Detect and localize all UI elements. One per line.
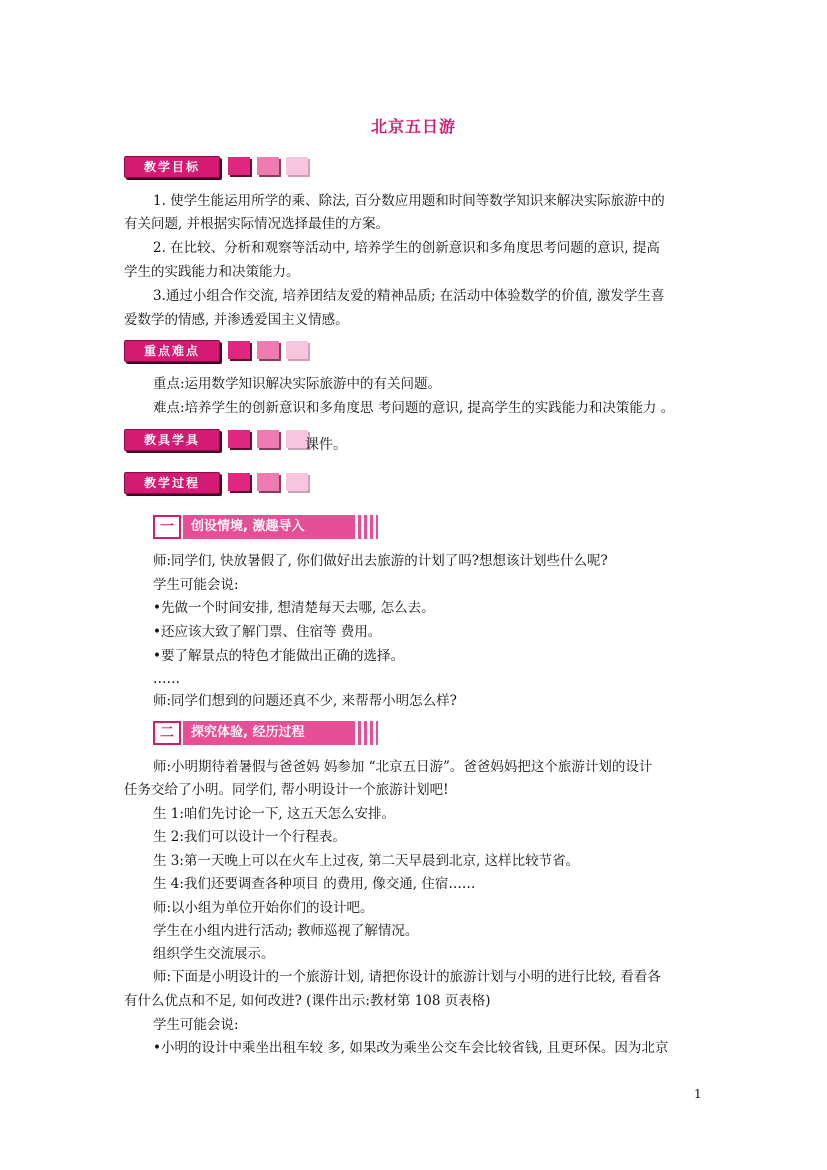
decor-square: [228, 473, 250, 491]
decor-square: [286, 341, 308, 359]
text-line: 有关问题, 并根据实际情况选择最佳的方案。: [124, 216, 390, 232]
step-heading-2: [153, 719, 373, 745]
step-title: 探究体验, 经历过程: [183, 721, 355, 745]
section-label-keypoints: 重点难点: [124, 340, 220, 362]
decor-square: [257, 341, 279, 359]
text-line: 师:同学们想到的问题还真不少, 来帮帮小明怎么样?: [153, 693, 457, 709]
text-line: ……: [153, 671, 180, 687]
document-title: 北京五日游: [370, 117, 456, 136]
decor-square: [257, 157, 279, 175]
decor-stripes: [358, 515, 378, 539]
decor-square: [228, 157, 250, 175]
step-number: 一: [153, 515, 181, 539]
text-line: 学生在小组内进行活动; 教师巡视了解情况。: [153, 923, 419, 939]
text-line: 任务交给了小明。同学们, 帮小明设计一个旅游计划吧!: [124, 782, 449, 798]
text-line: 师:同学们, 快放暑假了, 你们做好出去旅游的计划了吗?想想该计划些什么呢?: [153, 553, 608, 569]
decor-stripes: [358, 721, 378, 745]
text-line: 组织学生交流展示。: [153, 946, 275, 962]
tools-text: 课件。: [305, 437, 347, 453]
text-line: 生 1:咱们先讨论一下, 这五天怎么安排。: [153, 806, 396, 822]
text-line: 生 4:我们还要调查各种项目 的费用, 像交通, 住宿……: [153, 876, 476, 892]
section-label-tools: 教具学具: [124, 429, 220, 451]
text-line: 学生的实践能力和决策能力。: [124, 264, 300, 280]
text-line: •要了解景点的特色才能做出正确的选择。: [153, 648, 404, 664]
text-line: 生 3:第一天晚上可以在火车上过夜, 第二天早晨到北京, 这样比较节省。: [153, 853, 580, 869]
text-line: 生 2:我们可以设计一个行程表。: [153, 829, 346, 845]
step-heading-1: [153, 513, 373, 539]
text-line: •小明的设计中乘坐出租车较 多, 如果改为乘坐公交车会比较省钱, 且更环保。因为北京: [153, 1040, 669, 1056]
step-title: 创设情境, 激趣导入: [183, 515, 355, 539]
text-line: 师:以小组为单位开始你们的设计吧。: [153, 900, 374, 916]
step-number: 二: [153, 721, 181, 745]
text-line: 师:小明期待着暑假与爸爸妈 妈参加 “北京五日游”。爸爸妈妈把这个旅游计划的设计: [153, 759, 653, 775]
page-number: 1: [694, 1087, 702, 1101]
text-line: 1. 使学生能运用所学的乘、除法, 百分数应用题和时间等数学知识来解决实际旅游中的: [153, 193, 665, 209]
decor-square: [257, 473, 279, 491]
text-line: •先做一个时间安排, 想清楚每天去哪, 怎么去。: [153, 600, 435, 616]
decor-square: [257, 430, 279, 448]
text-line: 师:下面是小明设计的一个旅游计划, 请把你设计的旅游计划与小明的进行比较, 看看各: [153, 969, 661, 985]
text-line: •还应该大致了解门票、住宿等 费用。: [153, 624, 382, 640]
decor-square: [228, 341, 250, 359]
text-line: 难点:培养学生的创新意识和多角度思 考问题的意识, 提高学生的实践能力和决策能力 。: [153, 400, 675, 416]
text-line: 重点:运用数学知识解决实际旅游中的有关问题。: [153, 376, 442, 392]
text-line: 3.通过小组合作交流, 培养团结友爱的精神品质; 在活动中体验数学的价值, 激发学生喜: [153, 288, 665, 304]
section-label-process: 教学过程: [124, 472, 220, 494]
text-line: 爱数学的情感, 并渗透爱国主义情感。: [124, 312, 349, 328]
decor-square: [286, 473, 308, 491]
text-line: 学生可能会说:: [153, 1017, 239, 1033]
decor-square: [286, 157, 308, 175]
text-line: 有什么优点和不足, 如何改进? (课件出示:教材第 108 页表格): [124, 993, 491, 1009]
section-label-goals: 教学目标: [124, 156, 220, 178]
text-line: 学生可能会说:: [153, 577, 239, 593]
text-line: 2. 在比较、分析和观察等活动中, 培养学生的创新意识和多角度思考问题的意识, 提高: [153, 240, 660, 256]
decor-square: [228, 430, 250, 448]
